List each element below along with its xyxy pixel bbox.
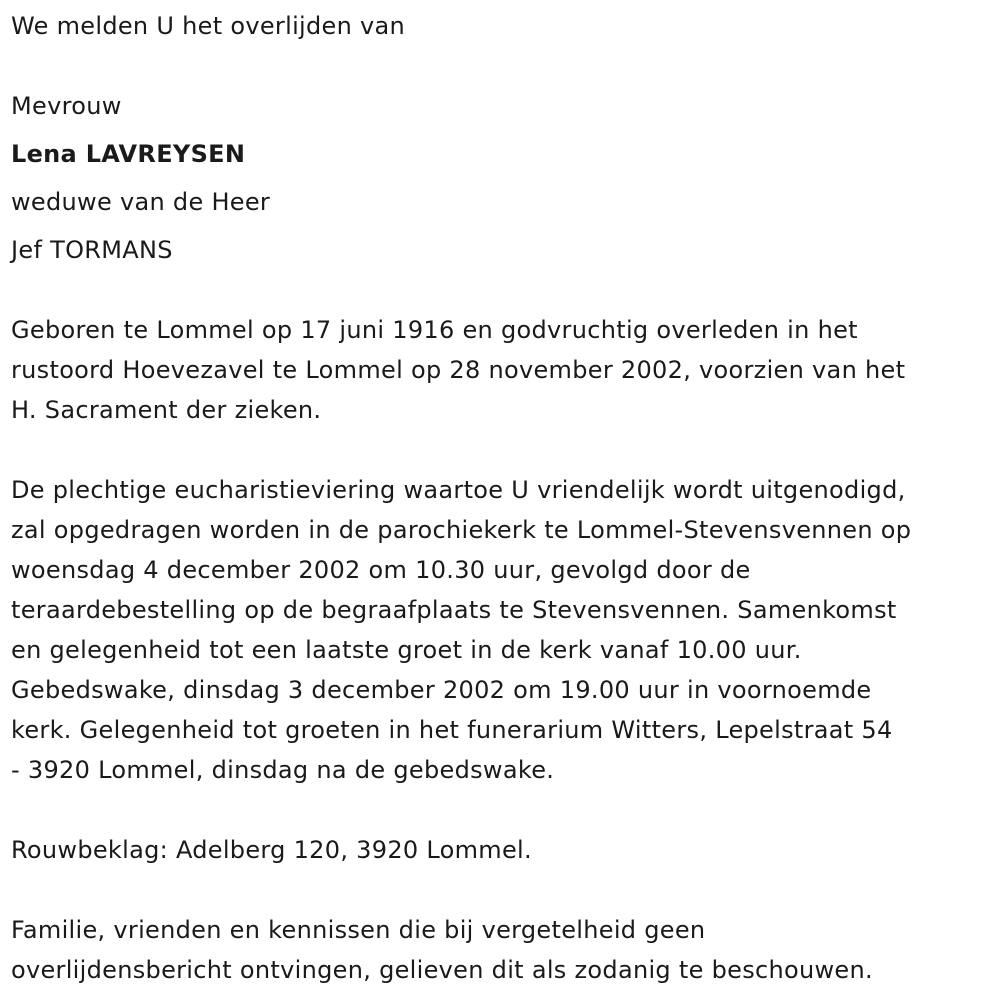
paragraph-line: teraardebestelling op de begraafplaats te Stevensvennen. Samenkomst <box>11 596 897 624</box>
paragraph-line: Gebedswake, dinsdag 3 december 2002 om 19.00 uur in voornoemde <box>11 676 872 704</box>
closing-paragraph <box>11 910 873 990</box>
widow-of-text: weduwe van de Heer <box>11 188 271 216</box>
honorific-title: Mevrouw <box>11 92 122 120</box>
paragraph-line: woensdag 4 december 2002 om 10.30 uur, gevolgd door de <box>11 556 751 584</box>
paragraph-line: - 3920 Lommel, dinsdag na de gebedswake. <box>11 756 555 784</box>
spouse-name: Jef TORMANS <box>11 236 173 264</box>
paragraph-line: rustoord Hoevezavel te Lommel op 28 november 2002, voorzien van het <box>11 356 906 384</box>
paragraph-line: H. Sacrament der zieken. <box>11 396 322 424</box>
paragraph-line: Geboren te Lommel op 17 juni 1916 en godvruchtig overleden in het <box>11 316 858 344</box>
ceremony-paragraph <box>11 470 911 790</box>
paragraph-line: De plechtige eucharistieviering waartoe U vriendelijk wordt uitgenodigd, <box>11 476 906 504</box>
paragraph-line: kerk. Gelegenheid tot groeten in het funerarium Witters, Lepelstraat 54 <box>11 716 893 744</box>
paragraph-line: zal opgedragen worden in de parochiekerk te Lommel-Stevensvennen op <box>11 516 912 544</box>
condolences-paragraph <box>11 830 532 870</box>
birth-death-paragraph <box>11 310 905 430</box>
paragraph-line: overlijdensbericht ontvingen, gelieven dit als zodanig te beschouwen. <box>11 956 873 984</box>
intro-text: We melden U het overlijden van <box>11 12 406 40</box>
deceased-name: Lena LAVREYSEN <box>11 140 246 168</box>
paragraph-line: Familie, vrienden en kennissen die bij vergetelheid geen <box>11 916 706 944</box>
condolences-address: Rouwbeklag: Adelberg 120, 3920 Lommel. <box>11 836 532 864</box>
paragraph-line: en gelegenheid tot een laatste groet in de kerk vanaf 10.00 uur. <box>11 636 802 664</box>
